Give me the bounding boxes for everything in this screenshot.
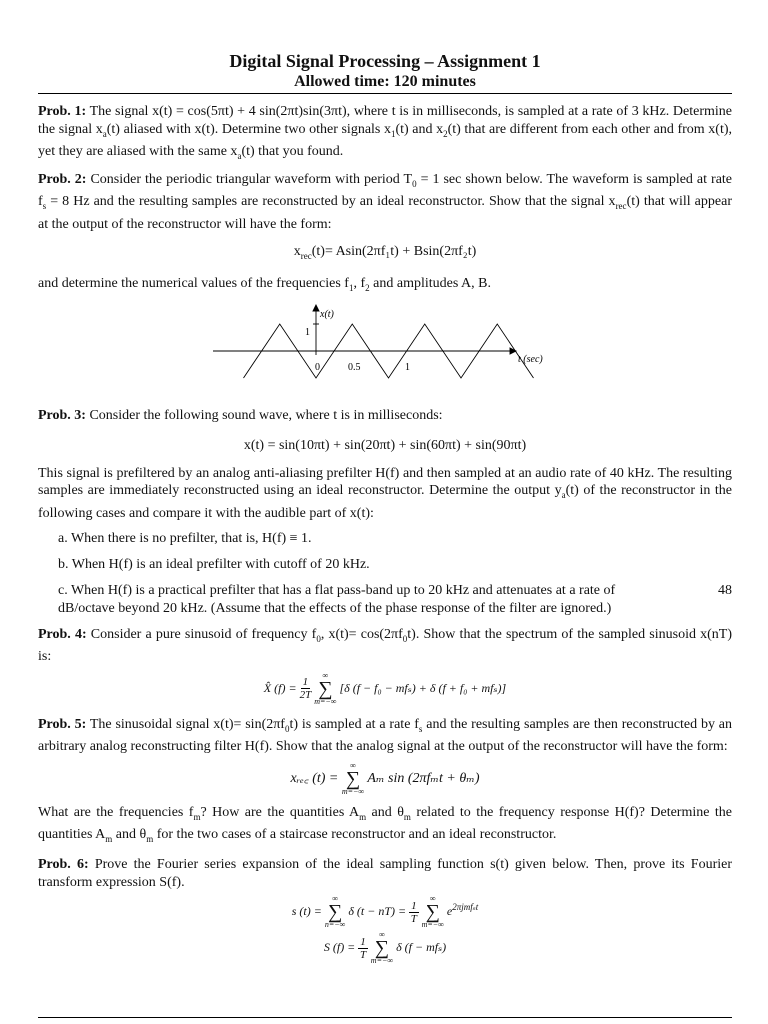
sum-lower: n=−∞ [324,920,346,930]
problem-text: This signal is prefiltered by an analog anti-aliasing prefilter H(f) and then sampled at an audio rate of 40 kHz. The resulting samples are immediately reconstructed using an ideal reconstructor. Determine the output y [38,465,732,499]
subscript: 2 [443,128,448,139]
problem-6 [38,856,732,891]
eq-fraction [358,936,368,961]
problem-text: , x(t)= cos(2πf [320,627,403,643]
frac-den: 2T [299,689,312,702]
problem-text: Consider a pure sinusoid of frequency f [90,627,317,643]
subscript: rec [300,250,312,261]
case-b: b. When H(f) is an ideal prefilter with cutoff of 20 kHz. [58,557,370,573]
tick-label-0: 0 [315,362,320,374]
summation-sign: ∞ ∑ m=−∞ [370,930,394,966]
subscript: 1 [348,282,354,293]
problem-text: = 8 Hz and the resulting samples are reconstructed by an ideal reconstructor. Show that the signal x [46,194,616,210]
problem-text: (t) of the reconstructor in the following cases and compare it with the audible part of x(t): [38,483,733,521]
eq-body: (t)= Asin(2πf₁t) + Bsin(2πf₂t) [311,244,477,260]
equation-reconstructed-output [38,762,732,796]
problem-text: and amplitudes A, B. [369,275,491,291]
problem-label: Prob. 6: [38,857,89,873]
summation-sign: ∞ ∑ m=−∞ [314,670,337,706]
problem-label: Prob. 5: [38,716,87,732]
case-c-text-2: dB/octave beyond 20 kHz. (Assume that the effects of the phase response of the filter are ignored.) [58,601,612,617]
problem-label: Prob. 3: [38,408,86,424]
summation-sign: ∞ ∑ m=−∞ [421,894,444,930]
problem-5 [38,716,732,756]
problem-text: related to the frequency response H(f)? Determine the quantities A [38,804,732,842]
subscript: m [403,811,411,822]
page-title: Digital Signal Processing – Assignment 1 [229,51,541,71]
triangular-waveform-figure [38,303,732,403]
sum-upper: ∞ [322,670,329,680]
problem-text: (t) that you found. [241,143,344,159]
x-axis-label: t (sec) [518,354,543,366]
problem-text: Consider the following sound wave, where t is in milliseconds: [89,408,443,424]
subscript: s [418,723,423,734]
subscript: 2 [365,282,370,293]
eq-lhs: xᵣₑ꜀ (t) = [290,770,339,786]
eq-lhs: X̂ (f) = [263,680,297,695]
subscript: m [105,833,113,844]
eq-rhs: Aₘ sin (2πfₘt + θₘ) [367,770,480,786]
eq-fraction [409,900,419,925]
y-axis-label: x(t) [320,309,334,321]
problem-text: (t) aliased with x(t). Determine two other signals x [106,121,391,137]
problem-text: , f [353,275,366,291]
problem-4 [38,626,732,666]
subscript: 1 [390,128,396,139]
document-page [38,0,732,965]
problem-text: and θ [366,804,404,820]
equation-sampling-function [38,895,732,929]
subscript: m [359,811,367,822]
subscript: 0 [316,633,321,644]
subscript: s [42,201,47,212]
problem-1 [38,103,732,165]
sum-lower: m=−∞ [370,956,394,966]
tick-label-1: 1 [405,362,410,374]
problem-text: The sinusoidal signal x(t)= sin(2πf [89,716,285,732]
page-subtitle: Allowed time: 120 minutes [294,73,476,90]
problem-text: ? How are the quantities A [200,804,360,820]
problem-text: for the two cases of a staircase reconstructor and an ideal reconstructor. [153,826,557,842]
case-c-rate: 48 [718,583,732,599]
eq-fraction [300,676,312,701]
summation-sign: ∞ ∑ m=−∞ [341,760,365,796]
summation-sign: ∞ ∑ n=−∞ [324,894,346,930]
sum-lower: m=−∞ [314,696,337,706]
waveform-plot [38,303,732,403]
frac-den: T [359,948,367,961]
subscript: m [193,811,201,822]
case-c [58,582,732,618]
equation-xrec [38,243,732,265]
problem-text: and determine the numerical values of the frequencies f [38,275,349,291]
problem-text: The signal x(t) = cos(5πt) + 4 sin(2πt)sin(3πt), where t is in milliseconds, is sampled at a rate of 3 kHz. Determine the signal x [38,104,732,137]
problem-3 [38,407,732,425]
tick-label-y1: 1 [305,327,310,339]
subscript: a [237,150,242,161]
subscript: 0 [412,178,417,189]
subscript: rec [615,201,627,212]
problem-text: t) is sampled at a rate f [289,716,419,732]
frac-num: 1 [411,899,417,912]
y-axis-arrow [313,305,319,311]
subscript: 0 [402,633,408,644]
sum-upper: ∞ [379,930,385,940]
frac-den: T [410,912,417,925]
sum-upper: ∞ [350,760,356,770]
problem-text: Consider the periodic triangular waveform with period T [90,172,413,188]
equation-sound-wave: x(t) = sin(10πt) + sin(20πt) + sin(60πt) + sin(90πt) [243,437,527,453]
footer-rule [38,1017,732,1018]
tick-label-05: 0.5 [348,362,361,374]
problem-2 [38,171,732,233]
problem-text: What are the frequencies f [38,804,194,820]
sum-upper: ∞ [429,894,436,904]
problem-text: (t) that are different from each other and from x(t), yet they are aliased with the same x [38,121,733,159]
eq-lhs: S (f) = [323,940,356,955]
problem-5-questions [38,804,732,849]
frac-num: 1 [360,935,366,948]
frac-num: 1 [302,676,309,689]
problem-2-followup [38,275,732,297]
header-rule [38,93,732,94]
problem-text: (t) that will appear at the output of the reconstructor will have the form: [38,194,732,232]
eq-rhs: e [446,904,453,919]
problem-text: Prove the Fourier series expansion of the ideal sampling function s(t) given below. Then, prove its Fourier transform expression S(f). [38,857,733,890]
problem-3-body [38,465,732,522]
case-a: a. When there is no prefilter, that is, H(f) ≡ 1. [58,531,312,547]
superscript: 2πjmfₛt [452,902,479,913]
subscript: a [561,490,566,501]
problem-text: and θ [112,826,147,842]
problem-label: Prob. 4: [38,627,87,643]
subscript: 0 [284,723,290,734]
problem-text: (t) and x [395,121,444,137]
problem-text: = 1 sec shown below. The waveform is sampled at rate f [38,172,733,210]
equation-sampling-transform [38,931,732,965]
subscript: m [146,833,154,844]
problem-label: Prob. 2: [38,172,87,188]
sum-lower: m=−∞ [421,920,444,930]
sum-upper: ∞ [332,894,338,904]
sum-lower: m=−∞ [341,786,365,796]
problem-label: Prob. 1: [38,104,87,119]
case-c-text: c. When H(f) is a practical prefilter that has a flat pass-band up to 20 kHz and attenuates at a rate of [58,583,616,599]
eq-lhs: s (t) = [291,904,322,919]
subscript: a [102,128,107,139]
eq-symbol: x [293,244,301,260]
problem-text: and the resulting samples are then reconstructed by an arbitrary analog reconstructing filter H(f). Show that the analog signal at the output of the reconstructor will have the form: [38,716,733,755]
equation-sampled-spectrum [38,672,732,706]
problem-text: t). Show that the spectrum of the sampled sinusoid x(nT) is: [38,627,733,665]
eq-rhs: [δ (f − f₀ − mfₛ) + δ (f + f₀ + mfₛ)] [339,680,507,695]
eq-rhs: δ (f − mfₛ) [396,940,447,955]
eq-mid: δ (t − nT) = [348,904,407,919]
